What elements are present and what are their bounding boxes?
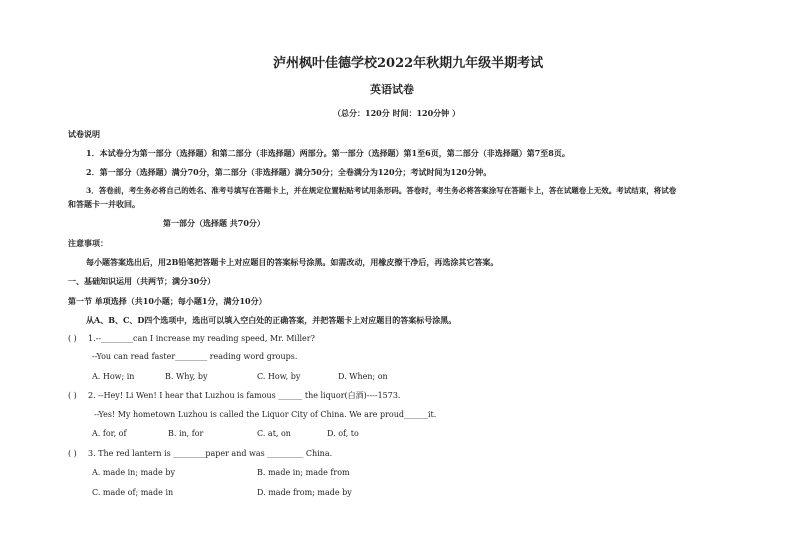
- question-stem: 3. The red lantern is ________paper and was _________ China.: [88, 449, 333, 458]
- option-d: D. of, to: [327, 429, 359, 438]
- exam-subject: 英语试卷: [370, 83, 414, 96]
- option-a: A. made in; made by: [92, 468, 175, 477]
- option-b: B. Why, by: [165, 372, 208, 381]
- option-b: B. in, for: [168, 429, 204, 438]
- instructions-heading: 试卷说明: [68, 129, 100, 139]
- section-first-heading: 第一节 单项选择（共10小题；每小题1分，满分10分）: [68, 296, 267, 306]
- option-c: C. How, by: [257, 372, 301, 381]
- option-c: C. at, on: [257, 429, 291, 438]
- option-a: A. for, of: [92, 429, 127, 438]
- notice-text: 每小题答案选出后，用2B铅笔把答题卡上对应题目的答案标号涂黑。如需改动，用橡皮擦干净后，再选涂其它答案。: [86, 257, 499, 267]
- exam-title: 泸州枫叶佳德学校2022年秋期九年级半期考试: [273, 56, 544, 71]
- question-stem: 2. --Hey! Li Wen! I hear that Luzhou is famous ______ the liquor(白酒)----1573.: [88, 391, 401, 400]
- instruction-item-2: 2．第一部分（选择题）满分70分，第二部分（非选择题）满分50分；全卷满分为120分；考试时间为120分钟。: [86, 167, 492, 177]
- part1-heading: 第一部分（选择题 共70分）: [163, 218, 265, 228]
- answer-bracket: ( ): [68, 391, 77, 400]
- question-stem: 1.--________can I increase my reading speed, Mr. Miller?: [88, 334, 315, 343]
- option-d: D. made from; made by: [257, 488, 352, 497]
- score-time: （总分：120分 时间：120分钟 ）: [333, 108, 460, 118]
- question-reply: --You can read faster________ reading word groups.: [92, 352, 298, 361]
- instruction-item-3: 3．答卷前，考生务必将自己的姓名、准考号填写在答题卡上，并在规定位置粘贴考试用条形码。答卷时，考生务必将答案涂写在答题卡上，答在试题卷上无效。考试结束，将试卷: [86, 186, 677, 195]
- answer-bracket: ( ): [68, 449, 77, 458]
- instruction-item-1: 1．本试卷分为第一部分（选择题）和第二部分（非选择题）两部分。第一部分（选择题）第1至6页，第二部分（非选择题）第7至8页。: [86, 148, 570, 158]
- option-a: A. How; in: [92, 372, 135, 381]
- direction-text: 从A、B、C、D四个选项中，选出可以填入空白处的正确答案，并把答题卡上对应题目的答案标号涂黑。: [86, 315, 457, 325]
- section-one-heading: 一、基础知识运用（共两节；满分30分）: [68, 276, 216, 286]
- option-b: B. made in; made from: [257, 468, 350, 477]
- question-reply: --Yes! My hometown Luzhou is called the Liquor City of China. We are proud______it.: [94, 410, 437, 419]
- option-c: C. made of; made in: [92, 488, 174, 497]
- notice-heading: 注意事项：: [68, 238, 108, 248]
- option-d: D. When; on: [338, 372, 388, 381]
- answer-bracket: ( ): [68, 334, 77, 343]
- instruction-item-3-cont: 和答题卡一并收回。: [68, 199, 140, 209]
